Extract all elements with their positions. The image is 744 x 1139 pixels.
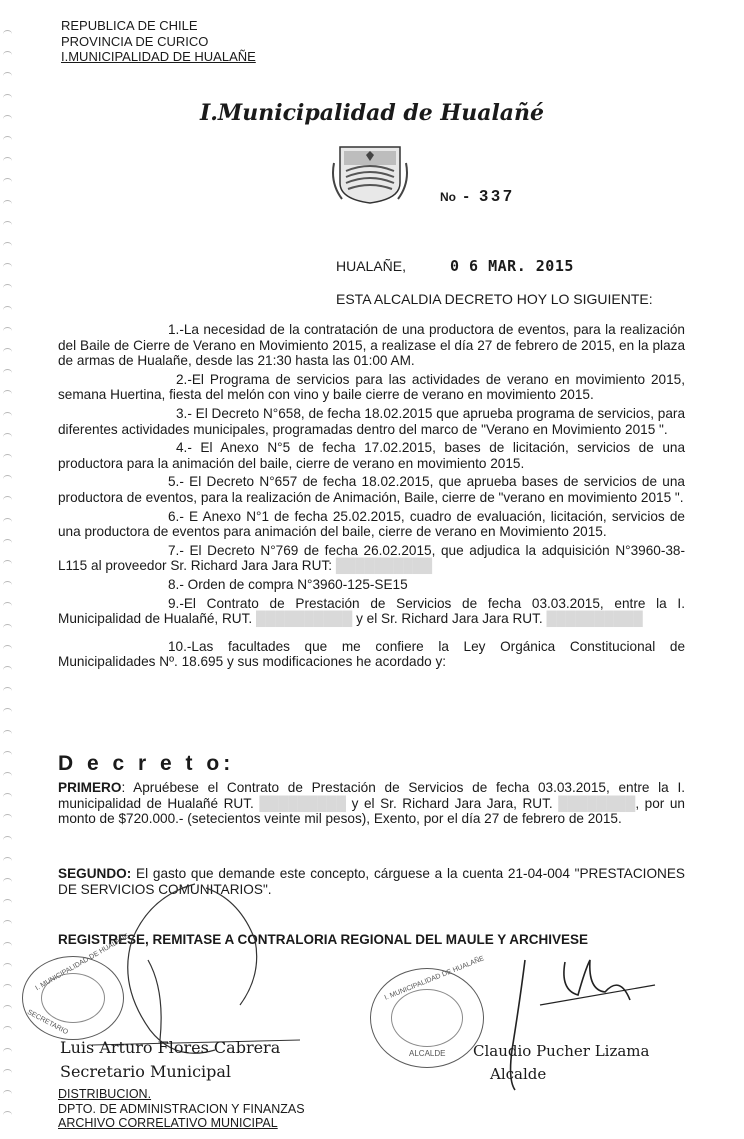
binder-holes: [3, 30, 15, 1130]
article-primero: [58, 780, 685, 827]
binder-hole: [3, 242, 12, 250]
binder-hole: [3, 454, 12, 462]
binder-hole: [3, 899, 12, 907]
binder-hole: [3, 518, 12, 526]
binder-hole: [3, 348, 12, 356]
primero-label: PRIMERO: [58, 780, 122, 795]
signer2-role: Alcalde: [490, 1065, 547, 1083]
binder-hole: [3, 221, 12, 229]
binder-hole: [3, 539, 12, 547]
binder-hole: [3, 984, 12, 992]
binder-hole: [3, 433, 12, 441]
segundo-label: SEGUNDO:: [58, 866, 132, 881]
header-province: PROVINCIA DE CURICO: [61, 33, 209, 49]
redacted-rut: ██████████: [335, 558, 433, 574]
place-label: HUALAÑE,: [336, 258, 407, 274]
binder-hole: [3, 157, 12, 165]
binder-hole: [3, 200, 12, 208]
binder-hole: [3, 136, 12, 144]
header-country: REPUBLICA DE CHILE: [61, 18, 198, 33]
considerandos: [58, 322, 685, 673]
binder-hole: [3, 1005, 12, 1013]
considerando-1: 1.-La necesidad de la contratación de una productora de eventos, para la realización del Baile de Cierre de Verano en Movimiento 2015, a realizase el día 27 de febrero de 2015, en la plaza de armas de Hualañe, desde las 21:30 hasta las 01:00 AM.: [58, 322, 685, 369]
binder-hole: [3, 412, 12, 420]
binder-hole: [3, 1111, 12, 1119]
stamp2-top-text: I. MUNICIPALIDAD DE HUALAÑE: [383, 955, 486, 1002]
binder-hole: [3, 772, 12, 780]
header-municipality: I.MUNICIPALIDAD DE HUALAÑE: [61, 49, 256, 64]
page-title: I.Municipalidad de Hualañé: [199, 100, 545, 126]
decreto-heading: D e c r e t o:: [58, 752, 235, 775]
primero-text-a: : Apruébese el Contrato de Prestación de Servicios de fecha 03.03.2015, entre la I. municipalidad de Hualañé RUT.: [58, 780, 685, 811]
mayor-stamp: [370, 955, 486, 1068]
considerando-10: 10.-Las facultades que me confiere la Ley Orgánica Constitucional de Municipalidades Nº. 18.695 y sus modificaciones he acordado y:: [58, 638, 685, 670]
binder-hole: [3, 178, 12, 186]
signer1-role: Secretario Municipal: [60, 1062, 232, 1081]
stamp1-top-text: I. MUNICIPALIDAD DE HUALAÑE: [34, 932, 131, 993]
primero-text-b: y el Sr. Richard Jara Jara, RUT.: [351, 795, 553, 811]
binder-hole: [3, 920, 12, 928]
primero-text-c: , por un monto de $720.000.- (setecientos veinte mil pesos), Exento, por el día 27 de febrero de 2015.: [58, 795, 685, 827]
distribution-heading: DISTRIBUCION.: [58, 1087, 152, 1101]
redacted-rut: █████████: [259, 795, 347, 811]
signer1-name: Luis Arturo Flores Cabrera: [60, 1038, 281, 1057]
considerando-5: 5.- El Decreto N°657 de fecha 18.02.2015, que aprueba bases de servicios de una productora de eventos, para la realización de Animación, Baile, cierre de "verano en movimiento 2015 ".: [58, 474, 685, 505]
binder-hole: [3, 581, 12, 589]
considerando-7-text: 7.- El Decreto N°769 de fecha 26.02.2015, que adjudica la adquisición N°3960-38-L115 al proveedor Sr. Richard Jara Jara RUT:: [58, 542, 685, 574]
redacted-rut: ██████████: [255, 611, 353, 627]
signer2-name: Claudio Pucher Lizama: [473, 1042, 650, 1060]
binder-hole: [3, 369, 12, 377]
binder-hole: [3, 1069, 12, 1077]
binder-hole: [3, 963, 12, 971]
closing-order: REGISTRESE, REMITASE A CONTRALORIA REGIONAL DEL MAULE Y ARCHIVESE: [58, 932, 589, 947]
distribution-line-1: DPTO. DE ADMINISTRACION Y FINANZAS: [58, 1101, 305, 1116]
issuer-header: [61, 18, 256, 65]
binder-hole: [3, 645, 12, 653]
considerando-8: 8.- Orden de compra N°3960-125-SE15: [168, 576, 408, 592]
binder-hole: [3, 687, 12, 695]
considerando-2: 2.-El Programa de servicios para las actividades de verano en movimiento 2015, semana Huertina, fiesta del melón con vino y baile cierre de verano en movimiento 2015.: [58, 371, 685, 403]
considerando-9-text: 9.-El Contrato de Prestación de Servicios de fecha 03.03.2015, entre la I. Municipalidad de Hualañé, RUT.: [58, 595, 685, 627]
distribution-line-2: ARCHIVO CORRELATIVO MUNICIPAL: [58, 1116, 278, 1130]
binder-hole: [3, 263, 12, 271]
binder-hole: [3, 751, 12, 759]
binder-hole: [3, 1048, 12, 1056]
binder-hole: [3, 814, 12, 822]
binder-hole: [3, 496, 12, 504]
binder-hole: [3, 1026, 12, 1034]
secretary-stamp: [22, 932, 131, 1040]
considerando-7: [58, 543, 685, 574]
decree-number-value: 337: [479, 188, 515, 205]
coat-of-arms-icon: [332, 143, 408, 205]
binder-hole: [3, 878, 12, 886]
date-stamp: 0 6 MAR. 2015: [450, 257, 574, 275]
binder-hole: [3, 857, 12, 865]
binder-hole: [3, 30, 12, 38]
redacted-rut: ██████████: [546, 611, 643, 627]
binder-hole: [3, 942, 12, 950]
binder-hole: [3, 602, 12, 610]
binder-hole: [3, 793, 12, 801]
decree-number-mark: -: [463, 188, 472, 205]
considerando-9-tail: y el Sr. Richard Jara Jara RUT.: [356, 611, 543, 627]
considerando-9: [58, 596, 685, 627]
binder-hole: [3, 730, 12, 738]
binder-hole: [3, 390, 12, 398]
stamp1-bottom-text: SECRETARIO: [25, 1008, 70, 1037]
binder-hole: [3, 1090, 12, 1098]
binder-hole: [3, 72, 12, 80]
article-segundo: [58, 866, 685, 897]
binder-hole: [3, 51, 12, 59]
binder-hole: [3, 475, 12, 483]
intro-line: ESTA ALCALDIA DECRETO HOY LO SIGUIENTE:: [336, 291, 653, 307]
binder-hole: [3, 284, 12, 292]
binder-hole: [3, 560, 12, 568]
binder-hole: [3, 327, 12, 335]
considerando-4: 4.- El Anexo N°5 de fecha 17.02.2015, bases de licitación, servicios de una productora para la animación del baile, cierre de verano en movimiento 2015.: [58, 440, 685, 471]
stamp2-bottom-text: ALCALDE: [409, 1049, 446, 1058]
decree-number-prefix: No: [440, 190, 456, 204]
binder-hole: [3, 624, 12, 632]
considerando-3: 3.- El Decreto N°658, de fecha 18.02.2015 que aprueba programa de servicios, para diferentes actividades municipales, programadas dentro del marco de "Verano en Movimiento 2015 ".: [58, 405, 685, 437]
binder-hole: [3, 836, 12, 844]
considerando-6: 6.- E Anexo N°1 de fecha 25.02.2015, cuadro de evaluación, licitación, servicios de una productora de eventos para animación del baile, cierre de verano en Movimiento 2015.: [58, 508, 685, 540]
binder-hole: [3, 306, 12, 314]
distribution-list: [58, 1087, 305, 1131]
binder-hole: [3, 666, 12, 674]
redacted-rut: ████████: [558, 795, 636, 811]
binder-hole: [3, 708, 12, 716]
segundo-text: El gasto que demande este concepto, cárguese a la cuenta 21-04-004 "PRESTACIONES DE SERVICIOS COMUNITARIOS".: [58, 866, 685, 897]
stamp-inner-ring: [391, 989, 463, 1047]
decree-number: [440, 188, 515, 206]
